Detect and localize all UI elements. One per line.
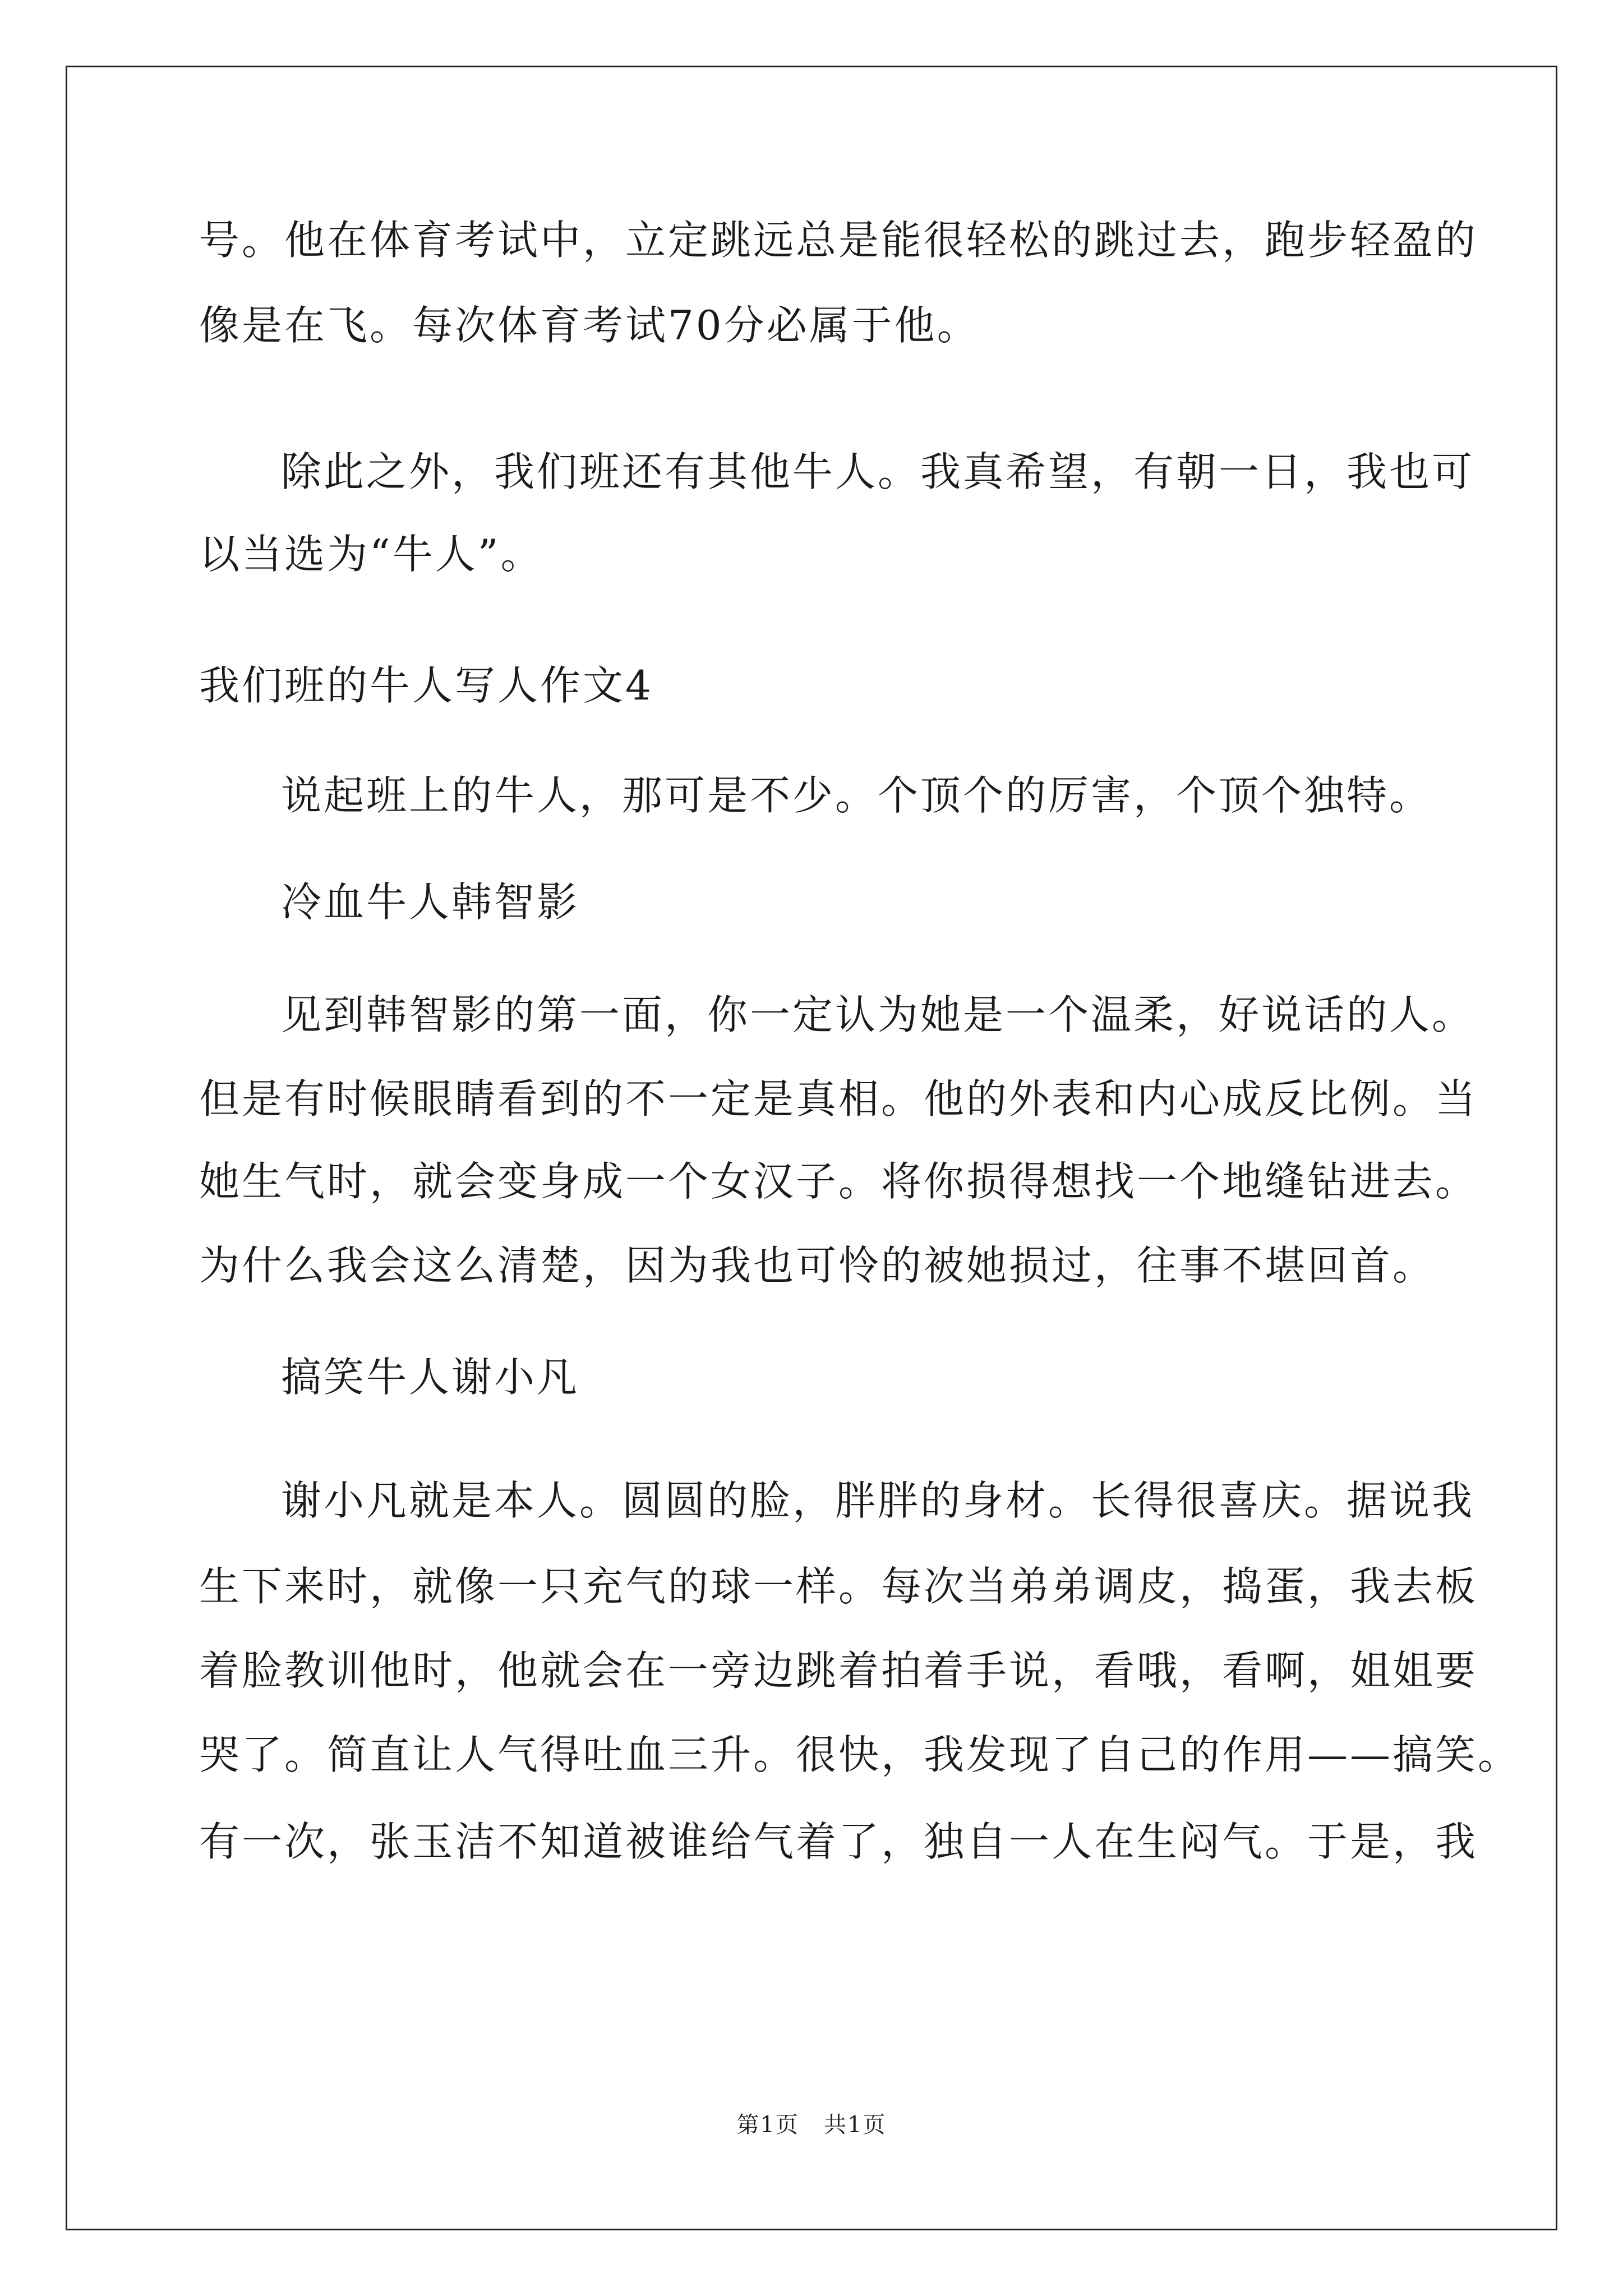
- text-line: 她生气时，就会变身成一个女汉子。将你损得想找一个地缝钻进去。: [199, 1158, 1478, 1205]
- paragraph-line: 说起班上的牛人，那可是不少。个顶个的厉害，个顶个独特。: [281, 772, 1432, 819]
- text-line: 哭了。简直让人气得吐血三升。很快，我发现了自己的作用——搞笑。: [199, 1731, 1521, 1778]
- text-line: 但是有时候眼睛看到的不一定是真相。他的外表和内心成反比例。当: [199, 1075, 1478, 1122]
- subheading: 冷血牛人韩智影: [281, 878, 580, 926]
- text-line: 着脸教训他时，他就会在一旁边跳着拍着手说，看哦，看啊，姐姐要: [199, 1647, 1478, 1694]
- text-line: 号。他在体育考试中，立定跳远总是能很轻松的跳过去，跑步轻盈的: [199, 217, 1478, 264]
- paragraph-line: 除此之外，我们班还有其他牛人。我真希望，有朝一日，我也可: [281, 448, 1475, 495]
- text-line: 像是在飞。每次体育考试70分必属于他。: [199, 302, 980, 349]
- paragraph-line: 见到韩智影的第一面，你一定认为她是一个温柔，好说话的人。: [281, 991, 1475, 1038]
- section-heading: 我们班的牛人写人作文4: [199, 662, 653, 709]
- text-line: 有一次，张玉洁不知道被谁给气着了，独自一人在生闷气。于是，我: [199, 1818, 1478, 1865]
- text-line: 以当选为“牛人”。: [199, 531, 543, 578]
- page-border: [66, 66, 1557, 2230]
- paragraph-line: 谢小凡就是本人。圆圆的脸，胖胖的身材。长得很喜庆。据说我: [281, 1477, 1475, 1524]
- page-number-footer: 第1页 共1页: [736, 2112, 887, 2138]
- text-line: 生下来时，就像一只充气的球一样。每次当弟弟调皮，捣蛋，我去板: [199, 1563, 1478, 1610]
- text-line: 为什么我会这么清楚，因为我也可怜的被她损过，往事不堪回首。: [199, 1242, 1436, 1289]
- subheading: 搞笑牛人谢小凡: [281, 1354, 580, 1401]
